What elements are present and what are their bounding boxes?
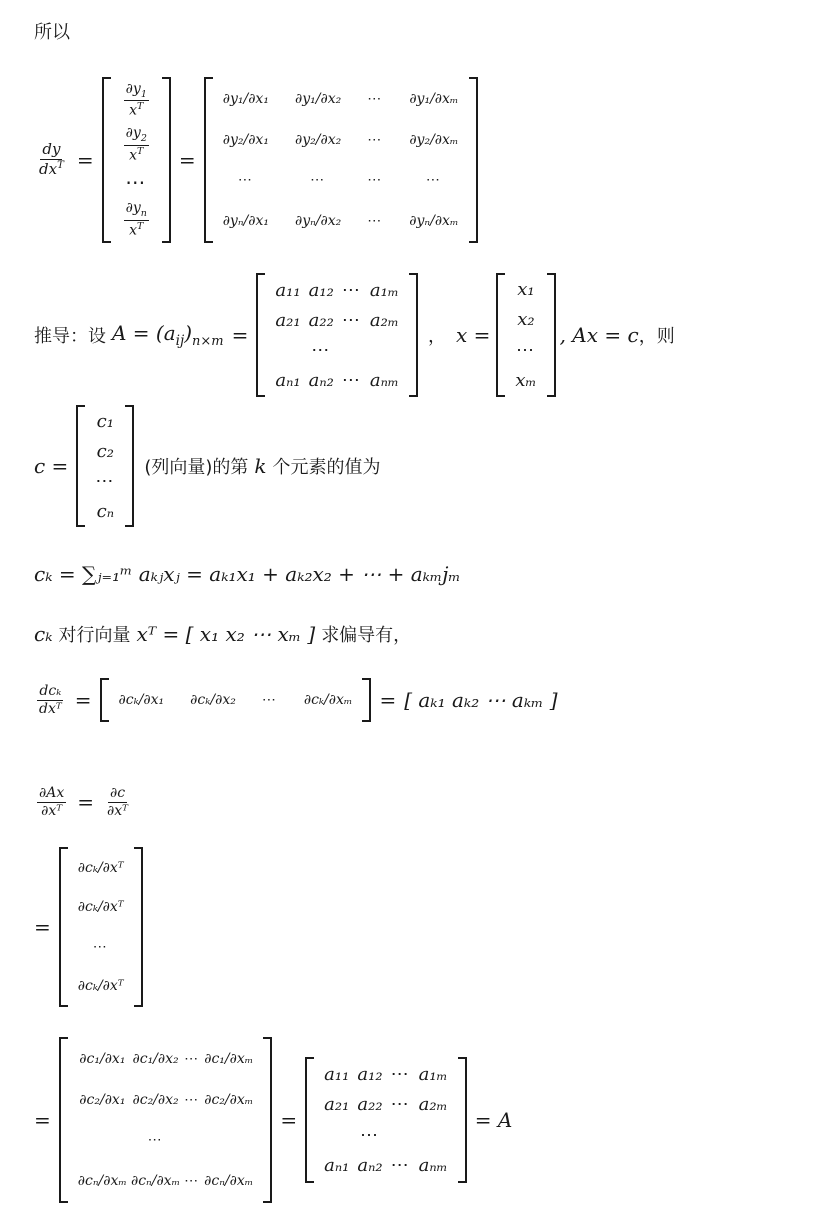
vector-x: [496, 273, 555, 397]
bracket-left: [496, 273, 505, 397]
ck-sum-line: cₖ = ∑ⱼ₌₁ᵐ aₖⱼxⱼ = aₖ₁x₁ + aₖ₂x₂ + ⋯ + aₖₘjₘ: [34, 562, 461, 586]
matrix-A: [256, 273, 418, 397]
frac-num: [124, 82, 149, 102]
den-sup: T: [137, 145, 144, 157]
partial-entry: ∂cₙ/∂xₘ: [130, 1172, 181, 1189]
dck-line: [34, 676, 558, 724]
dAx-line: [34, 780, 133, 824]
Ax-equals-c: , Ax = c: [559, 323, 639, 347]
bracket-right: [547, 273, 556, 397]
jacobian-entry: ∂y₂/∂x₁: [222, 131, 269, 148]
matrix-entry: aₙ₂: [357, 1155, 383, 1177]
jacobian-entry: ∂y₁/∂x₂: [295, 91, 342, 108]
vector-dck-entry: ∂cₖ/∂xᵀ: [77, 859, 124, 876]
matrix-A-final: [305, 1057, 467, 1183]
frac-num: [124, 126, 149, 146]
frac-num: ∂c: [109, 784, 126, 801]
vector-entry-fraction: [124, 126, 149, 163]
matrix-entry: ⋯: [390, 1094, 411, 1116]
jacobian-entry: ∂y₂/∂xₘ: [409, 131, 459, 148]
A-sub: ij: [175, 333, 185, 349]
col-dck-line: [34, 846, 143, 1008]
den-sup: T: [137, 101, 144, 113]
den-text: x: [129, 222, 138, 239]
matrix-entry: aₙₘ: [369, 369, 399, 391]
matrix-entry: ⋯: [390, 1155, 411, 1177]
partial-derivative-text: 求偏导有，: [321, 625, 412, 646]
jacobian-entry: ⋯: [367, 212, 384, 229]
num-text: ∂y: [125, 200, 141, 217]
jacobian-entry: ∂yₙ/∂x₂: [294, 212, 342, 229]
equals-sign: =: [76, 148, 94, 172]
matrix-entry: a₁ₘ: [369, 279, 399, 301]
jacobian-cells: [213, 77, 469, 243]
row-partial-entry: ⋯: [261, 692, 278, 708]
vector-c-entry: c₁: [96, 410, 114, 432]
matrix-entry: ⋯: [360, 1124, 381, 1146]
vector-c-entry: ⋯: [95, 470, 116, 492]
vector-dck: [59, 847, 143, 1007]
jacobian-entry: ⋯: [425, 172, 442, 189]
bracket-right: [263, 1037, 272, 1203]
matrix-entry: a₂₂: [308, 309, 334, 331]
A-definition: [112, 321, 224, 349]
den-text: x: [129, 147, 138, 164]
equals-A: = A: [474, 1108, 513, 1132]
row-partial-entry: ∂cₖ/∂xₘ: [303, 692, 353, 708]
jacobian-entry: ⋯: [237, 172, 254, 189]
vector-x-cells: [505, 273, 546, 397]
element-value-text: 个元素的值为: [272, 457, 381, 478]
vector-dy-xT: [102, 77, 171, 243]
bracket-left: [100, 678, 109, 722]
jacobian-entry: ⋯: [367, 172, 384, 189]
num-text: ∂y: [125, 80, 141, 97]
frac-den: ∂xᵀ: [41, 802, 63, 819]
vector-dck-entry: ⋯: [92, 938, 109, 955]
column-vector-text: (列向量)的第: [144, 457, 249, 478]
frac-den: dxᵀ: [39, 700, 62, 717]
frac-num: dy: [42, 140, 61, 159]
xT-row: xᵀ = [ x₁ x₂ ⋯ xₘ ]: [136, 622, 316, 646]
den-sup: T: [57, 160, 64, 171]
equals-sign-2: =: [178, 148, 196, 172]
ck-var: cₖ: [34, 622, 53, 646]
bracket-left: [256, 273, 265, 397]
equals-sign: =: [34, 915, 51, 939]
num-text: ∂y: [125, 124, 141, 141]
matrix-entry: aₙ₁: [275, 369, 301, 391]
bracket-left: [102, 77, 111, 243]
derivation-label: 推导：设: [34, 326, 106, 347]
bracket-right: [409, 273, 418, 397]
equals-sign: =: [231, 323, 249, 347]
partial-entry: ∂c₁/∂x₁: [79, 1051, 126, 1068]
partials-matrix-cells: [68, 1037, 264, 1203]
matrix-entry: ⋯: [341, 309, 362, 331]
frac-num: dcₖ: [39, 682, 62, 699]
bracket-left: [204, 77, 213, 243]
frac-den: [37, 160, 66, 178]
vector-x-entry: x₁: [517, 278, 535, 300]
matrix-entry: a₁₁: [324, 1063, 350, 1085]
jacobian-entry: ∂yₙ/∂x₁: [222, 212, 269, 229]
bracket-right: [458, 1057, 467, 1183]
vector-c: [76, 405, 134, 527]
partial-entry: ⋯: [184, 1172, 201, 1189]
equals-sign-2: =: [280, 1108, 298, 1132]
jacobian-entry: ⋯: [367, 91, 384, 108]
equals-sign: =: [34, 1108, 51, 1132]
num-sub: n: [140, 208, 147, 220]
equals-sign-2: =: [379, 688, 397, 712]
matrix-entry: a₁₁: [275, 279, 301, 301]
partial-entry: ∂cₙ/∂xₘ: [77, 1172, 127, 1189]
matrix-A-cells: [265, 273, 409, 397]
partial-entry: ∂c₁/∂xₘ: [204, 1051, 254, 1068]
matrix-entry: a₁₂: [308, 279, 334, 301]
partial-entry: ∂cₙ/∂xₘ: [204, 1172, 254, 1189]
A-size: n×m: [192, 334, 224, 349]
separator-comma: ，: [427, 326, 446, 347]
row-partials-cells: [109, 678, 363, 722]
vector-entry-fraction: [124, 201, 149, 238]
row-partial-entry: ∂cₖ/∂x₂: [190, 692, 236, 708]
matrix-entry: a₁ₘ: [418, 1063, 448, 1085]
equals-sign: =: [77, 790, 95, 814]
num-sub: 1: [140, 88, 147, 100]
bracket-right: [162, 77, 171, 243]
vector-column: [111, 77, 162, 243]
jacobian-entry: ∂y₁/∂xₘ: [409, 91, 459, 108]
frac-dAx-dxT: [37, 786, 66, 818]
derivation-line: [34, 272, 675, 398]
partial-entry: ∂c₂/∂x₁: [79, 1091, 126, 1108]
final-line: [34, 1036, 512, 1204]
vector-x-entry: x₂: [517, 309, 535, 331]
matrix-entry: a₂₂: [357, 1094, 383, 1116]
c-label: c =: [34, 454, 69, 478]
jacobian-entry: ∂y₁/∂x₁: [222, 91, 269, 108]
den-text: x: [129, 103, 138, 120]
partial-entry: ∂c₂/∂xₘ: [204, 1091, 254, 1108]
k-var: k: [254, 454, 267, 478]
partial-entry: ⋯: [184, 1091, 201, 1108]
bracket-right: [469, 77, 478, 243]
jacobian-matrix: [204, 77, 478, 243]
partial-entry: ∂c₂/∂x₂: [132, 1091, 179, 1108]
matrix-entry: aₙ₁: [324, 1155, 350, 1177]
matrix-A-final-cells: [314, 1057, 458, 1183]
matrix-entry: a₁₂: [357, 1063, 383, 1085]
vector-x-entry: xₘ: [515, 370, 537, 392]
vector-entry-fraction: [124, 82, 149, 119]
vector-dck-entry: ∂cₖ/∂xᵀ: [77, 978, 124, 995]
vector-dck-entry: ∂cₖ/∂xᵀ: [77, 899, 124, 916]
bracket-right: [362, 678, 371, 722]
vector-c-cells: [85, 405, 125, 527]
heading-suoyi: 所以: [34, 22, 70, 43]
bracket-left: [59, 1037, 68, 1203]
jacobian-entry: ∂yₙ/∂xₘ: [409, 212, 459, 229]
bracket-right: [125, 405, 134, 527]
matrix-entry: a₂ₘ: [369, 309, 399, 331]
ck-partial-line: [34, 618, 411, 650]
den-text: dx: [39, 160, 58, 178]
equals-sign: =: [74, 688, 92, 712]
frac-den: [127, 101, 145, 118]
matrix-entry: ⋯: [341, 279, 362, 301]
matrix-entry: aₙ₂: [308, 369, 334, 391]
A-def-text: A = (a: [112, 321, 176, 345]
A-close: ): [184, 321, 193, 345]
vector-dck-cells: [68, 847, 134, 1007]
row-partial-entry: ∂cₖ/∂x₁: [118, 692, 165, 708]
matrix-entry: ⋯: [341, 369, 362, 391]
matrix-entry: ⋯: [311, 339, 332, 361]
frac-num: [124, 201, 149, 221]
frac-dck-dxT: [37, 684, 64, 716]
c-vector-line: [34, 404, 381, 528]
den-sup: T: [137, 221, 144, 233]
matrix-entry: a₂ₘ: [418, 1094, 448, 1116]
frac-dy-dxT: [37, 142, 66, 178]
matrix-entry: ⋯: [390, 1063, 411, 1085]
frac-dc-dxT: [105, 786, 130, 818]
vector-c-entry: c₂: [96, 440, 114, 462]
jacobian-entry: ⋯: [310, 172, 327, 189]
frac-num: ∂Ax: [39, 784, 65, 801]
frac-den: [127, 221, 145, 238]
partial-entry: ∂c₁/∂x₂: [132, 1051, 179, 1068]
bracket-left: [59, 847, 68, 1007]
equation-dy-dxT: [34, 74, 478, 246]
matrix-entry: a₂₁: [275, 309, 301, 331]
ak-row-result: [ aₖ₁ aₖ₂ ⋯ aₖₘ ]: [404, 688, 558, 712]
jacobian-entry: ∂y₂/∂x₂: [295, 131, 342, 148]
x-label: x =: [455, 323, 491, 347]
bracket-left: [76, 405, 85, 527]
row-vector-text: 对行向量: [58, 625, 131, 646]
partial-entry: ⋯: [184, 1051, 201, 1068]
vector-dots: ⋯: [125, 170, 148, 195]
bracket-right: [134, 847, 143, 1007]
bracket-left: [305, 1057, 314, 1183]
num-sub: 2: [140, 132, 147, 144]
frac-den: [127, 146, 145, 163]
partials-matrix: [59, 1037, 273, 1203]
partial-entry: ⋯: [147, 1132, 164, 1149]
vector-x-entry: ⋯: [515, 339, 536, 361]
then-text: ，则: [638, 326, 675, 347]
matrix-entry: aₙₘ: [418, 1155, 448, 1177]
vector-c-entry: cₙ: [96, 500, 115, 522]
frac-den: ∂xᵀ: [107, 802, 129, 819]
matrix-entry: a₂₁: [324, 1094, 350, 1116]
row-partials: [100, 678, 372, 722]
jacobian-entry: ⋯: [367, 131, 384, 148]
